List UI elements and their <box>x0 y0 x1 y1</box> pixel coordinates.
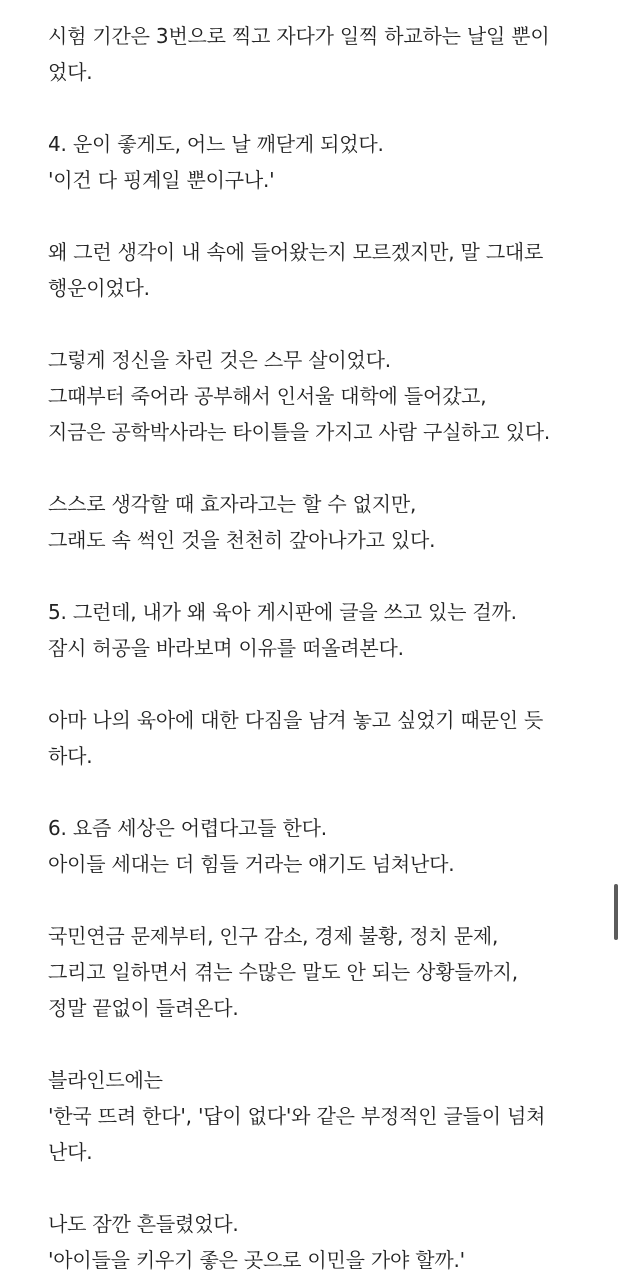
text-line: 잠시 허공을 바라보며 이유를 떠올려본다. <box>48 636 404 660</box>
text-line: 그때부터 죽어라 공부해서 인서울 대학에 들어갔고, <box>48 384 487 408</box>
paragraph-gap <box>48 774 608 810</box>
text-line: 스스로 생각할 때 효자라고는 할 수 없지만, <box>48 492 417 516</box>
text-line: 시험 기간은 3번으로 찍고 자다가 일찍 하교하는 날일 뿐이 <box>48 24 550 48</box>
text-line: '한국 뜨려 한다', '답이 없다'와 같은 부정적인 글들이 넘쳐 <box>48 1104 546 1128</box>
text-line <box>48 0 608 18</box>
paragraph-gap <box>48 1170 608 1206</box>
text-line: 정말 끝없이 들려온다. <box>48 996 239 1020</box>
text-line: 나도 잠깐 흔들렸었다. <box>48 1212 239 1236</box>
text-line: 그리고 일하면서 겪는 수많은 말도 안 되는 상황들까지, <box>48 960 518 984</box>
text-line: 행운이었다. <box>48 276 150 300</box>
text-line: 왜 그런 생각이 내 속에 들어왔는지 모르겠지만, 말 그대로 <box>48 240 544 264</box>
paragraph-gap <box>48 882 608 918</box>
text-line: 난다. <box>48 1140 93 1164</box>
text-line: 아이들 세대는 더 힘들 거라는 얘기도 넘쳐난다. <box>48 852 455 876</box>
text-line: 6. 요즘 세상은 어렵다고들 한다. <box>48 816 327 840</box>
scrollbar-thumb[interactable] <box>614 884 618 940</box>
text-line: 그래도 속 썩인 것을 천천히 갚아나가고 있다. <box>48 528 436 552</box>
text-line: 5. 그런데, 내가 왜 육아 게시판에 글을 쓰고 있는 걸까. <box>48 600 517 624</box>
text-line: '이건 다 핑계일 뿐이구나.' <box>48 168 275 192</box>
article-body <box>48 0 608 1278</box>
text-line: 아마 나의 육아에 대한 다짐을 남겨 놓고 싶었기 때문인 듯 <box>48 708 544 732</box>
paragraph-gap <box>48 1026 608 1062</box>
text-line: 4. 운이 좋게도, 어느 날 깨닫게 되었다. <box>48 132 384 156</box>
text-line: 블라인드에는 <box>48 1068 163 1092</box>
paragraph-gap <box>48 666 608 702</box>
text-line: 었다. <box>48 60 93 84</box>
text-line: '아이들을 키우기 좋은 곳으로 이민을 가야 할까.' <box>48 1248 465 1272</box>
paragraph-gap <box>48 558 608 594</box>
paragraph-gap <box>48 198 608 234</box>
paragraph-gap <box>48 450 608 486</box>
paragraph-gap <box>48 306 608 342</box>
paragraph-gap <box>48 90 608 126</box>
text-line: 지금은 공학박사라는 타이틀을 가지고 사람 구실하고 있다. <box>48 420 550 444</box>
text-line: 하다. <box>48 744 93 768</box>
text-line: 그렇게 정신을 차린 것은 스무 살이었다. <box>48 348 391 372</box>
text-line: 국민연금 문제부터, 인구 감소, 경제 불황, 정치 문제, <box>48 924 499 948</box>
